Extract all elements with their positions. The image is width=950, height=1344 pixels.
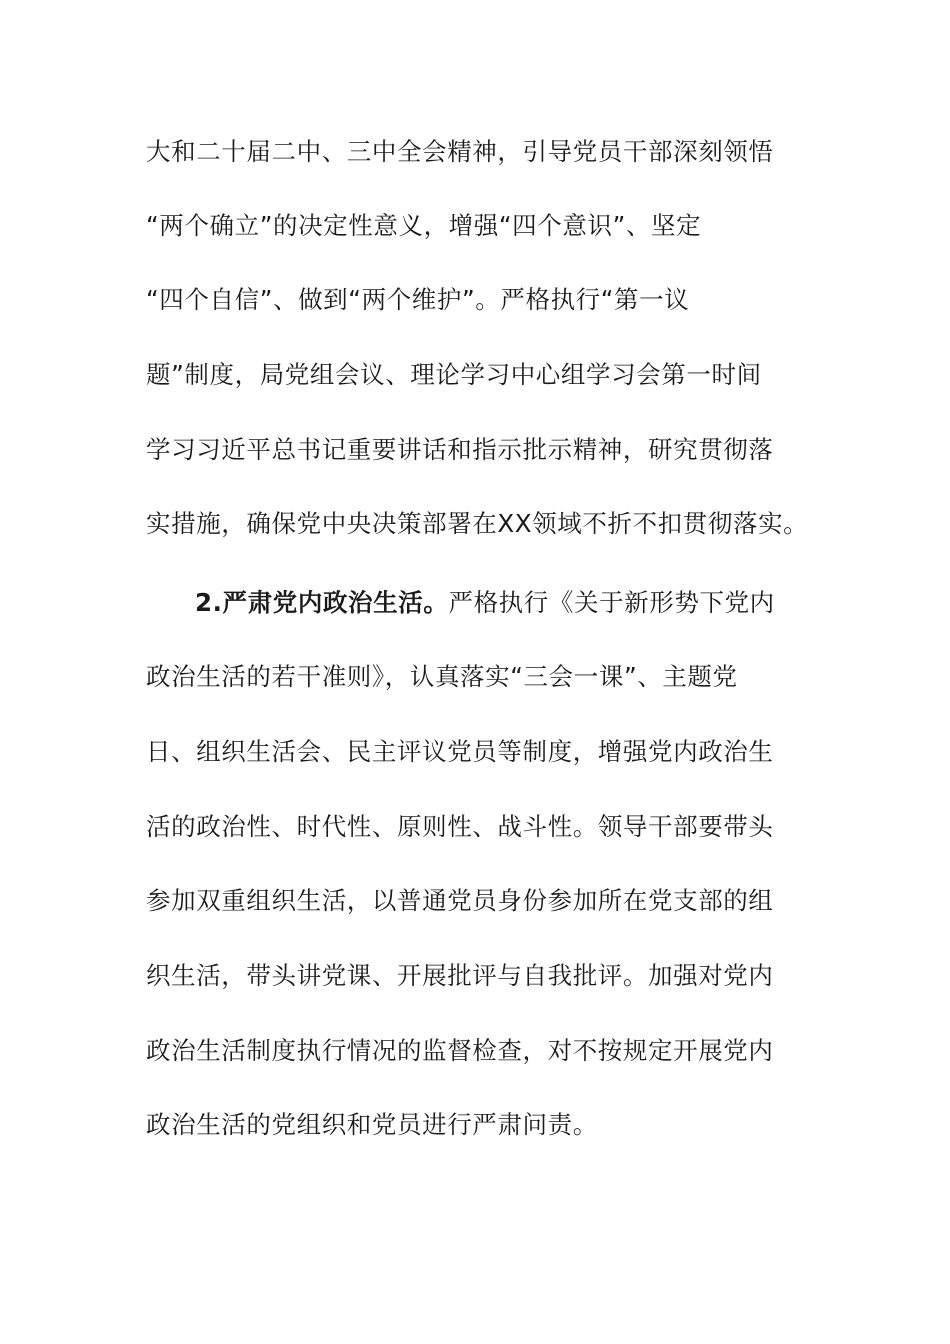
paragraph1-line-3: “四个自信”、做到“两个维护”。严格执行“第一议	[146, 285, 690, 314]
paragraph2-line-4: 活的政治性、时代性、原则性、战斗性。领导干部要带头	[146, 812, 774, 841]
paragraph2-line-5: 参加双重组织生活，以普通党员身份参加所在党支部的组	[146, 886, 774, 915]
paragraph1-line-5: 学习习近平总书记重要讲话和指示批示精神，研究贯彻落	[146, 435, 774, 464]
paragraph1-line-1: 大和二十届二中、三中全会精神，引导党员干部深刻领悟	[146, 137, 774, 166]
paragraph2-line-6: 织生活，带头讲党课、开展批评与自我批评。加强对党内	[146, 961, 774, 990]
paragraph2-line-1-rest: 严格执行《关于新形势下党内	[448, 588, 775, 617]
section-heading: 2.严肃党内政治生活。	[195, 588, 449, 617]
paragraph1-line-6: 实措施，确保党中央决策部署在XX领域不折不扣贯彻落实。	[146, 509, 809, 538]
paragraph2-line-7: 政治生活制度执行情况的监督检查，对不按规定开展党内	[146, 1036, 774, 1065]
paragraph2-line-8: 政治生活的党组织和党员进行严肃问责。	[146, 1110, 598, 1139]
paragraph1-line-2: “两个确立”的决定性意义，增强“四个意识”、坚定	[146, 211, 702, 240]
paragraph2-line-2: 政治生活的若干准则》，认真落实“三会一课”、主题党	[146, 662, 738, 691]
paragraph1-line-4: 题”制度，局党组会议、理论学习中心组学习会第一时间	[146, 360, 762, 389]
paragraph2-line-3: 日、组织生活会、民主评议党员等制度，增强党内政治生	[146, 737, 774, 766]
paragraph2-first-line	[195, 588, 775, 618]
